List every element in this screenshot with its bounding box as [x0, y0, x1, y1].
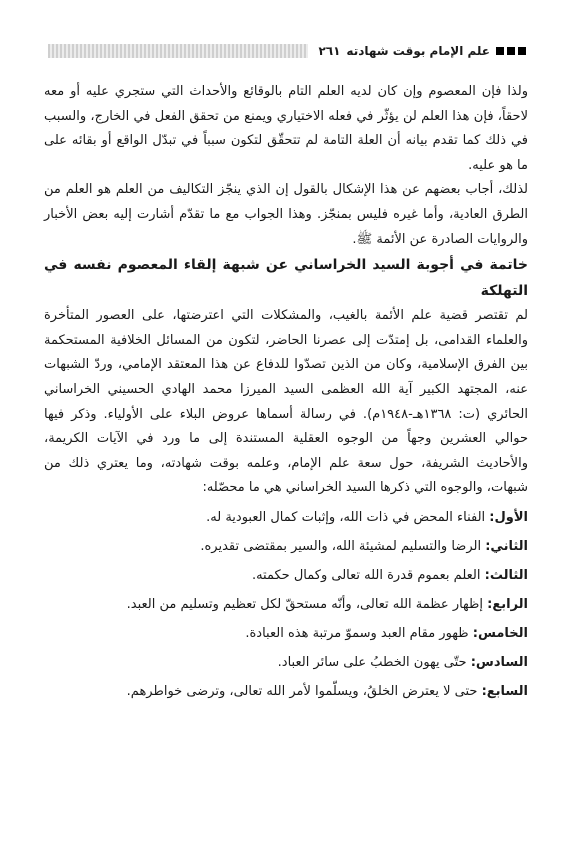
list-item-text: الفناء المحض في ذات الله، وإثبات كمال العبودية له.: [206, 509, 486, 525]
list-item: [44, 619, 528, 648]
body-paragraph: لم تقتصر قضية علم الأئمة بالغيب، والمشكلات التي اعترضتها، على العصور المتأخرة والعلماء القدامى، بل إمتدّت إلى عصرنا الحاضر، لتكون من المسائل الخلافية المستحكمة بين الفرق الإسلامية، وكان من الذين تصدّوا للدفاع عن هذا المعتقد الإمامي، وردّ الشبهات عنه، المجتهد الكبير آية الله العظمى السيد الميرزا محمد الهادي الحسيني الخراساني الحائري (ت: ١٣٦٨هـ-١٩٤٨م). في رسالة أسماها عروض البلاء على الأولياء. وذكر فيها حوالي العشرين وجهاً من الوجوه العقلية المستندة إلى ما ورد في الآيات الكريمة، والأحاديث الشريفة، حول سعة علم الإمام، وعلمه بوقت شهادته، وما يعتري ذلك من شبهات، والوجوه التي ذكرها السيد الخراساني هي ما محصّله:: [44, 308, 528, 496]
list-item-label: السابع:: [481, 683, 528, 699]
reasons-list: [44, 503, 528, 706]
header-squares-ornament: [496, 47, 526, 55]
running-title: علم الإمام بوقت شهادته: [346, 44, 490, 58]
list-item-text: حتى لا يعترض الخلقُ، ويسلّموا لأمر الله تعالى، وترضى خواطرهم.: [126, 683, 478, 699]
page-body: [44, 80, 528, 706]
page-number: ٢٦١: [318, 44, 341, 58]
list-item: [44, 561, 528, 590]
list-item: [44, 503, 528, 532]
paragraph-2: لذلك، أجاب بعضهم عن هذا الإشكال بالقول إن الذي ينجّز التكاليف من العلم هو العلم من الطرق العادية، وأما غيره فليس بمنجّز. وهذا الجواب مع ما تقدّم أشارت إليه بعض الأخبار والروايات الصادرة عن الأئمة ﷺ.: [44, 182, 528, 247]
list-item: [44, 590, 528, 619]
list-item: [44, 677, 528, 706]
list-item-label: السادس:: [470, 654, 528, 670]
list-item-text: حتّى يهون الخطبُ على سائر العباد.: [277, 654, 467, 670]
list-item-label: الثالث:: [484, 567, 528, 583]
section-heading: خاتمة في أجوبة السيد الخراساني عن شبهة إلقاء المعصوم نفسه في التهلكة: [44, 257, 528, 300]
list-item: [44, 648, 528, 677]
list-item-label: الأول:: [489, 509, 528, 525]
paragraph-1: ولذا فإن المعصوم وإن كان لديه العلم التام بالوقائع والأحداث التي ستجري عليه أو معه لاحقاً، فإن هذا العلم لن يؤثّر في فعله الاختياري ويمنع من تحقق الفعل في الخارج، والسبب في ذلك كما تقدم بيانه أن العلة التامة لم تتحقّق لتكون سبباً في تبدّل الواقع أو بقائه على ما هو عليه.: [44, 84, 528, 173]
page-header: [48, 40, 526, 62]
list-item-text: إظهار عظمة الله تعالى، وأنّه مستحقّ لكل تعظيم وتسليم من العبد.: [126, 596, 484, 612]
list-item-text: العلم بعموم قدرة الله تعالى وكمال حكمته.: [251, 567, 481, 583]
list-item-text: الرضا والتسليم لمشيئة الله، والسير بمقتضى تقديره.: [200, 538, 482, 554]
list-item-label: الرابع:: [487, 596, 528, 612]
list-item-label: الخامس:: [472, 625, 528, 641]
list-item: [44, 532, 528, 561]
list-item-text: ظهور مقام العبد وسموّ مرتبة هذه العبادة.: [245, 625, 469, 641]
header-decorative-band: [48, 44, 308, 58]
list-item-label: الثاني:: [485, 538, 528, 554]
